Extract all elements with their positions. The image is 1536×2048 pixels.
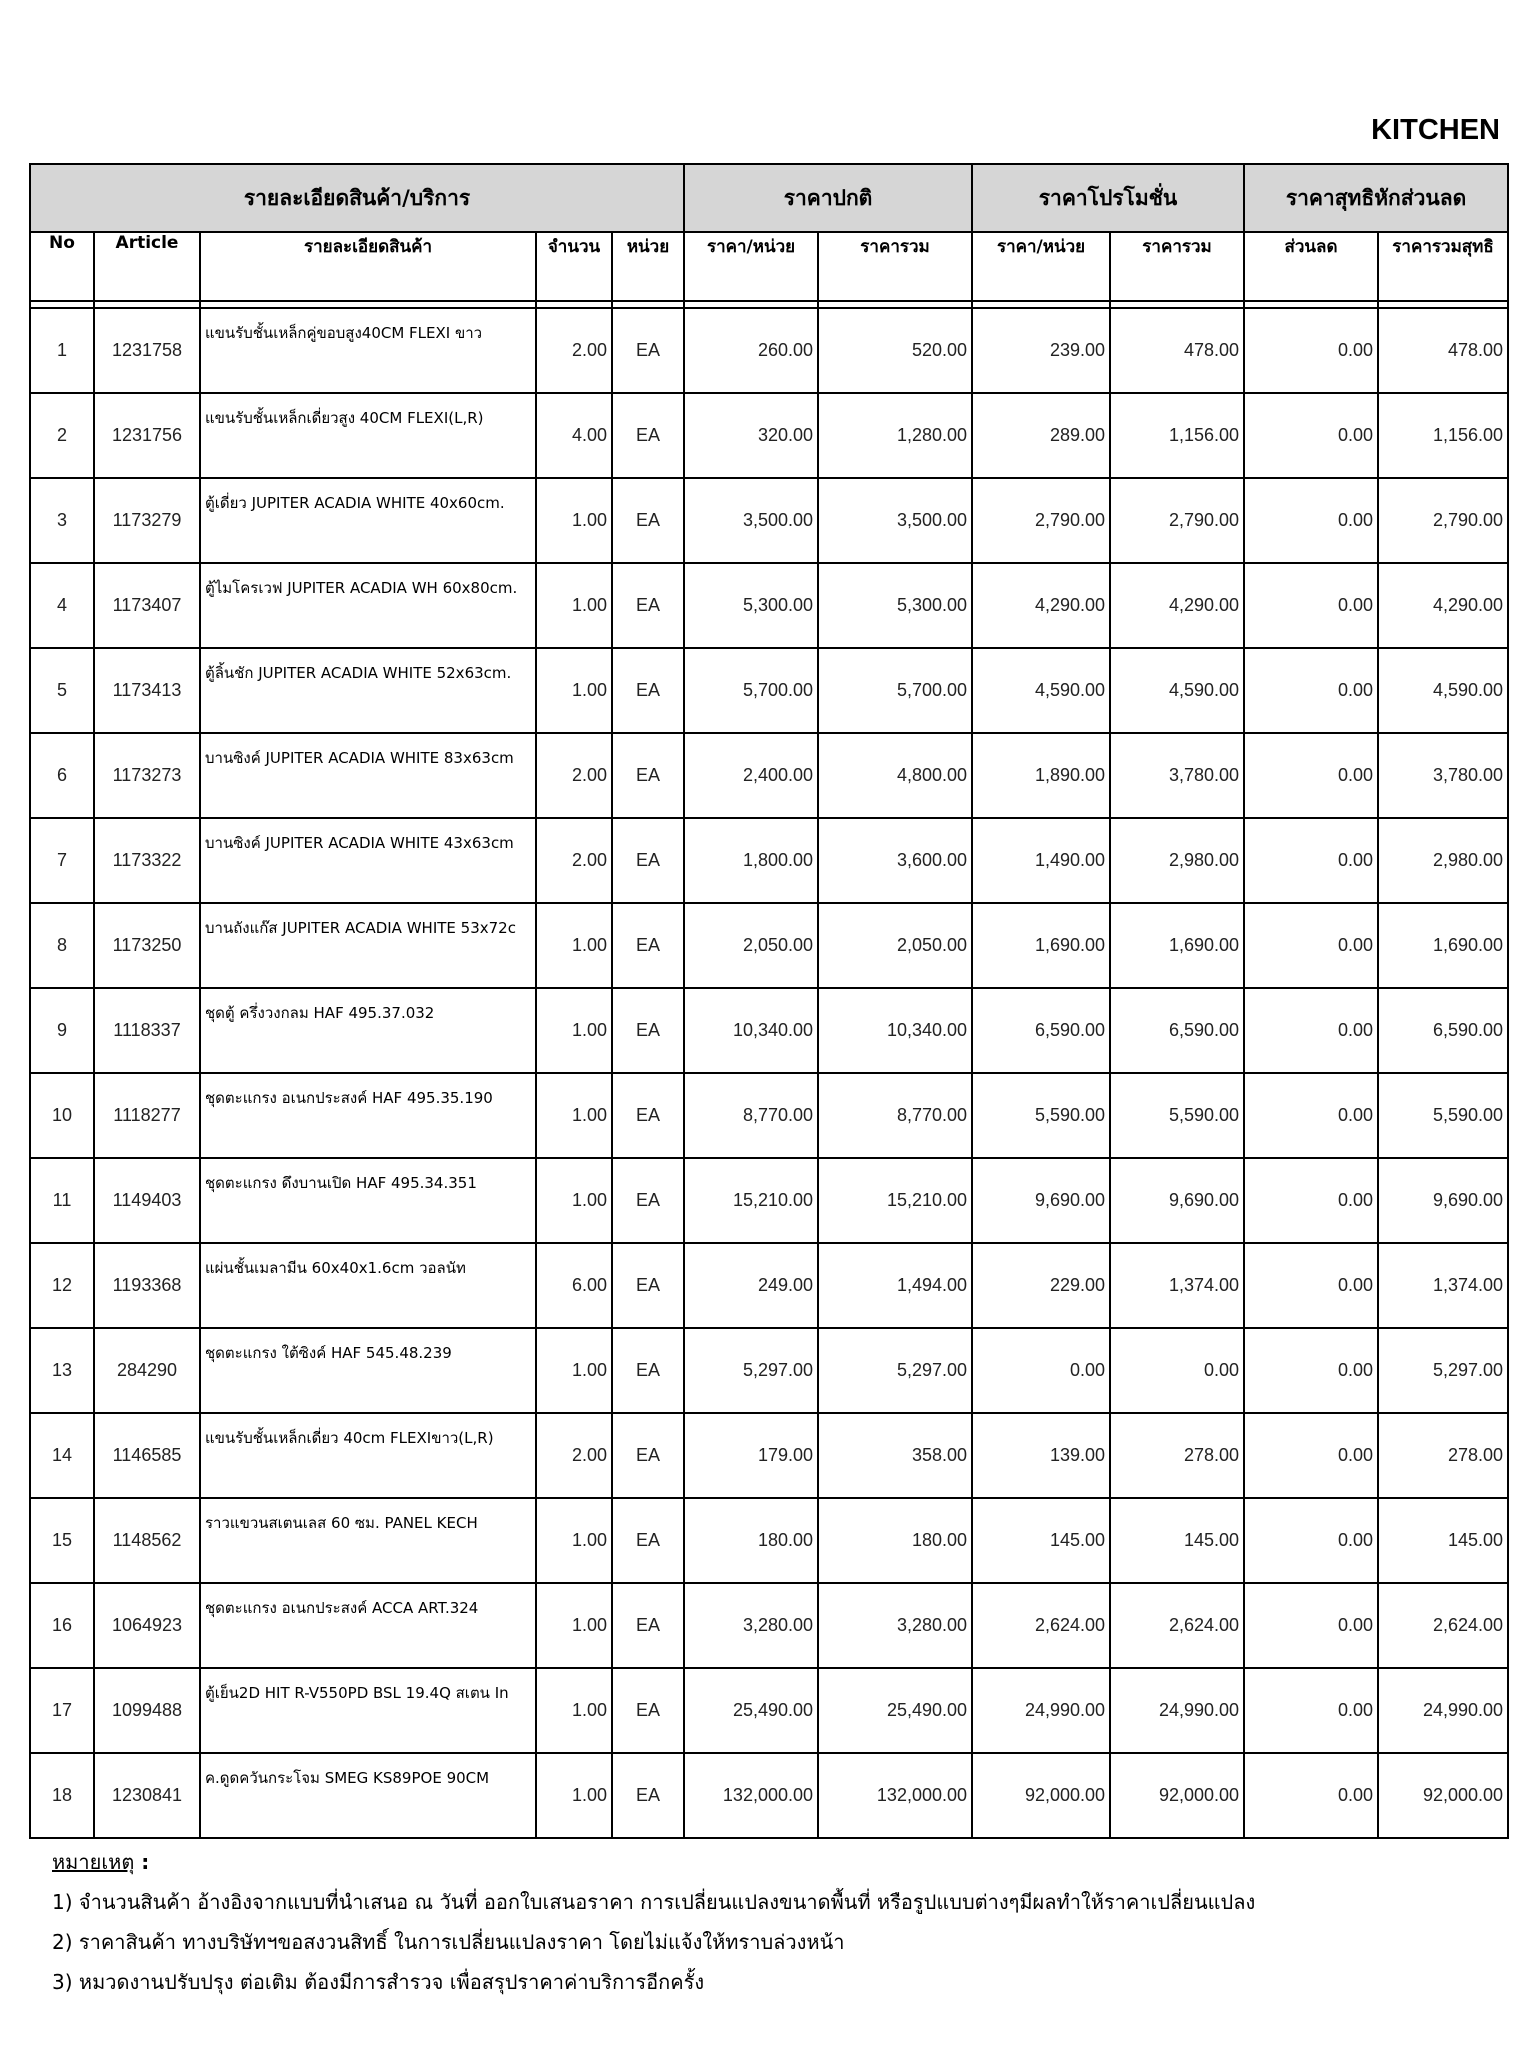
cell-article: 1173322 [94, 818, 200, 903]
cell-discount: 0.00 [1244, 733, 1378, 818]
header-spacer-row [30, 301, 1508, 308]
cell-discount: 0.00 [1244, 988, 1378, 1073]
cell-regular-total: 8,770.00 [818, 1073, 972, 1158]
cell-net-total: 2,980.00 [1378, 818, 1508, 903]
cell-regular-unit-price: 249.00 [684, 1243, 818, 1328]
cell-quantity: 1.00 [536, 648, 612, 733]
cell-promo-unit-price: 145.00 [972, 1498, 1110, 1583]
cell-regular-unit-price: 1,800.00 [684, 818, 818, 903]
cell-no: 14 [30, 1413, 94, 1498]
group-header-row [30, 164, 1508, 232]
col-header-regular-total: ราคารวม [818, 232, 972, 301]
cell-promo-unit-price: 2,624.00 [972, 1583, 1110, 1668]
cell-net-total: 24,990.00 [1378, 1668, 1508, 1753]
cell-discount: 0.00 [1244, 1583, 1378, 1668]
cell-unit: EA [612, 1243, 684, 1328]
cell-article: 1099488 [94, 1668, 200, 1753]
note-item-3: 3) หมวดงานปรับปรุง ต่อเติม ต้องมีการสำรวจ เพื่อสรุปราคาค่าบริการอีกครั้ง [52, 1970, 705, 1994]
cell-net-total: 5,590.00 [1378, 1073, 1508, 1158]
cell-description: ชุดตะแกรง อเนกประสงค์ HAF 495.35.190 [200, 1073, 536, 1158]
notes-heading-line [52, 1842, 1492, 1882]
cell-regular-unit-price: 25,490.00 [684, 1668, 818, 1753]
cell-unit: EA [612, 1498, 684, 1583]
cell-regular-unit-price: 132,000.00 [684, 1753, 818, 1838]
cell-unit: EA [612, 1753, 684, 1838]
notes-section [52, 1842, 1492, 2002]
cell-regular-total: 10,340.00 [818, 988, 972, 1073]
group-header-promotion-price: ราคาโปรโมชั่น [972, 164, 1244, 232]
cell-description: ตู้เย็น2D HIT R-V550PD BSL 19.4Q สเตน In [200, 1668, 536, 1753]
table-row [30, 308, 1508, 393]
page-title: KITCHEN [1371, 114, 1500, 146]
cell-net-total: 278.00 [1378, 1413, 1508, 1498]
cell-net-total: 478.00 [1378, 308, 1508, 393]
table-row [30, 1158, 1508, 1243]
cell-article: 1173407 [94, 563, 200, 648]
cell-regular-total: 5,700.00 [818, 648, 972, 733]
cell-promo-total: 4,590.00 [1110, 648, 1244, 733]
cell-net-total: 2,624.00 [1378, 1583, 1508, 1668]
cell-article: 284290 [94, 1328, 200, 1413]
cell-quantity: 2.00 [536, 818, 612, 903]
table-row [30, 1328, 1508, 1413]
cell-promo-unit-price: 2,790.00 [972, 478, 1110, 563]
cell-net-total: 5,297.00 [1378, 1328, 1508, 1413]
cell-discount: 0.00 [1244, 563, 1378, 648]
col-header-unit: หน่วย [612, 232, 684, 301]
cell-quantity: 1.00 [536, 563, 612, 648]
col-header-discount: ส่วนลด [1244, 232, 1378, 301]
cell-regular-unit-price: 2,400.00 [684, 733, 818, 818]
cell-article: 1148562 [94, 1498, 200, 1583]
cell-description: ชุดตะแกรง ใต้ซิงค์ HAF 545.48.239 [200, 1328, 536, 1413]
cell-promo-unit-price: 24,990.00 [972, 1668, 1110, 1753]
cell-unit: EA [612, 1668, 684, 1753]
cell-net-total: 9,690.00 [1378, 1158, 1508, 1243]
table-row [30, 818, 1508, 903]
cell-article: 1146585 [94, 1413, 200, 1498]
cell-description: บานซิงค์ JUPITER ACADIA WHITE 43x63cm [200, 818, 536, 903]
cell-unit: EA [612, 563, 684, 648]
table-row [30, 1243, 1508, 1328]
cell-no: 6 [30, 733, 94, 818]
cell-net-total: 2,790.00 [1378, 478, 1508, 563]
cell-unit: EA [612, 393, 684, 478]
cell-promo-unit-price: 1,690.00 [972, 903, 1110, 988]
cell-quantity: 1.00 [536, 1158, 612, 1243]
cell-regular-unit-price: 5,297.00 [684, 1328, 818, 1413]
cell-unit: EA [612, 1073, 684, 1158]
cell-net-total: 1,374.00 [1378, 1243, 1508, 1328]
cell-net-total: 1,690.00 [1378, 903, 1508, 988]
col-header-promo-unit-price: ราคา/หน่วย [972, 232, 1110, 301]
col-header-net-total: ราคารวมสุทธิ [1378, 232, 1508, 301]
cell-quantity: 1.00 [536, 1668, 612, 1753]
cell-regular-total: 358.00 [818, 1413, 972, 1498]
cell-regular-unit-price: 10,340.00 [684, 988, 818, 1073]
cell-quantity: 2.00 [536, 1413, 612, 1498]
cell-no: 3 [30, 478, 94, 563]
cell-description: แขนรับชั้นเหล็กคู่ขอบสูง40CM FLEXI ขาว [200, 308, 536, 393]
cell-unit: EA [612, 308, 684, 393]
cell-article: 1231758 [94, 308, 200, 393]
cell-promo-unit-price: 239.00 [972, 308, 1110, 393]
cell-net-total: 4,290.00 [1378, 563, 1508, 648]
cell-no: 12 [30, 1243, 94, 1328]
cell-discount: 0.00 [1244, 1413, 1378, 1498]
cell-unit: EA [612, 903, 684, 988]
cell-no: 17 [30, 1668, 94, 1753]
cell-article: 1193368 [94, 1243, 200, 1328]
table-row [30, 1073, 1508, 1158]
cell-net-total: 6,590.00 [1378, 988, 1508, 1073]
cell-regular-total: 5,300.00 [818, 563, 972, 648]
cell-description: ตู้ไมโครเวฟ JUPITER ACADIA WH 60x80cm. [200, 563, 536, 648]
table-body [30, 308, 1508, 1838]
cell-regular-total: 520.00 [818, 308, 972, 393]
cell-article: 1231756 [94, 393, 200, 478]
cell-article: 1173279 [94, 478, 200, 563]
table-row [30, 1583, 1508, 1668]
cell-no: 16 [30, 1583, 94, 1668]
cell-article: 1173250 [94, 903, 200, 988]
cell-quantity: 1.00 [536, 478, 612, 563]
table-row [30, 1668, 1508, 1753]
cell-description: บานซิงค์ JUPITER ACADIA WHITE 83x63cm [200, 733, 536, 818]
cell-discount: 0.00 [1244, 393, 1378, 478]
group-header-regular-price: ราคาปกติ [684, 164, 972, 232]
notes-heading: หมายเหตุ [52, 1850, 135, 1874]
cell-regular-unit-price: 15,210.00 [684, 1158, 818, 1243]
cell-regular-unit-price: 5,700.00 [684, 648, 818, 733]
cell-net-total: 3,780.00 [1378, 733, 1508, 818]
notes-heading-colon: : [134, 1850, 150, 1874]
cell-promo-unit-price: 229.00 [972, 1243, 1110, 1328]
cell-unit: EA [612, 733, 684, 818]
cell-promo-total: 6,590.00 [1110, 988, 1244, 1073]
cell-description: แขนรับชั้นเหล็กเดี่ยวสูง 40CM FLEXI(L,R) [200, 393, 536, 478]
table-row [30, 903, 1508, 988]
note-item-2: 2) ราคาสินค้า ทางบริษัทฯขอสงวนสิทธิ์ ในการเปลี่ยนแปลงราคา โดยไม่แจ้งให้ทราบล่วงหน้า [52, 1930, 845, 1954]
cell-article: 1230841 [94, 1753, 200, 1838]
cell-promo-total: 1,374.00 [1110, 1243, 1244, 1328]
col-header-article: Article [94, 232, 200, 301]
cell-unit: EA [612, 1413, 684, 1498]
cell-discount: 0.00 [1244, 903, 1378, 988]
column-header-row [30, 232, 1508, 301]
cell-regular-total: 1,280.00 [818, 393, 972, 478]
cell-description: ชุดตู้ ครึ่งวงกลม HAF 495.37.032 [200, 988, 536, 1073]
cell-regular-unit-price: 179.00 [684, 1413, 818, 1498]
cell-promo-total: 5,590.00 [1110, 1073, 1244, 1158]
cell-regular-unit-price: 180.00 [684, 1498, 818, 1583]
cell-no: 8 [30, 903, 94, 988]
table-row [30, 648, 1508, 733]
col-header-regular-unit-price: ราคา/หน่วย [684, 232, 818, 301]
cell-promo-unit-price: 1,490.00 [972, 818, 1110, 903]
cell-description: ราวแขวนสเตนเลส 60 ซม. PANEL KECH [200, 1498, 536, 1583]
cell-description: แขนรับชั้นเหล็กเดี่ยว 40cm FLEXIขาว(L,R) [200, 1413, 536, 1498]
cell-quantity: 1.00 [536, 1073, 612, 1158]
cell-no: 2 [30, 393, 94, 478]
cell-unit: EA [612, 1583, 684, 1668]
cell-regular-total: 180.00 [818, 1498, 972, 1583]
cell-regular-unit-price: 320.00 [684, 393, 818, 478]
cell-promo-total: 478.00 [1110, 308, 1244, 393]
cell-promo-unit-price: 6,590.00 [972, 988, 1110, 1073]
cell-no: 10 [30, 1073, 94, 1158]
cell-net-total: 145.00 [1378, 1498, 1508, 1583]
cell-unit: EA [612, 988, 684, 1073]
cell-no: 1 [30, 308, 94, 393]
cell-promo-total: 1,690.00 [1110, 903, 1244, 988]
cell-regular-total: 132,000.00 [818, 1753, 972, 1838]
cell-discount: 0.00 [1244, 308, 1378, 393]
table-row [30, 478, 1508, 563]
cell-promo-total: 2,624.00 [1110, 1583, 1244, 1668]
cell-no: 15 [30, 1498, 94, 1583]
cell-description: ชุดตะแกรง อเนกประสงค์ ACCA ART.324 [200, 1583, 536, 1668]
cell-description: ตู้เดี่ยว JUPITER ACADIA WHITE 40x60cm. [200, 478, 536, 563]
cell-quantity: 1.00 [536, 1328, 612, 1413]
cell-promo-total: 9,690.00 [1110, 1158, 1244, 1243]
cell-discount: 0.00 [1244, 1243, 1378, 1328]
cell-regular-total: 5,297.00 [818, 1328, 972, 1413]
cell-article: 1118337 [94, 988, 200, 1073]
cell-description: ชุดตะแกรง ดึงบานเปิด HAF 495.34.351 [200, 1158, 536, 1243]
cell-article: 1064923 [94, 1583, 200, 1668]
cell-article: 1173413 [94, 648, 200, 733]
cell-no: 13 [30, 1328, 94, 1413]
col-header-promo-total: ราคารวม [1110, 232, 1244, 301]
cell-quantity: 2.00 [536, 733, 612, 818]
cell-net-total: 1,156.00 [1378, 393, 1508, 478]
cell-discount: 0.00 [1244, 1158, 1378, 1243]
cell-description: ค.ดูดควันกระโจม SMEG KS89POE 90CM [200, 1753, 536, 1838]
cell-regular-unit-price: 2,050.00 [684, 903, 818, 988]
cell-quantity: 1.00 [536, 1498, 612, 1583]
group-header-net-price: ราคาสุทธิหักส่วนลด [1244, 164, 1508, 232]
cell-quantity: 1.00 [536, 903, 612, 988]
cell-discount: 0.00 [1244, 818, 1378, 903]
cell-promo-unit-price: 289.00 [972, 393, 1110, 478]
group-header-product: รายละเอียดสินค้า/บริการ [30, 164, 684, 232]
cell-no: 9 [30, 988, 94, 1073]
cell-promo-total: 92,000.00 [1110, 1753, 1244, 1838]
cell-unit: EA [612, 1328, 684, 1413]
cell-no: 5 [30, 648, 94, 733]
cell-article: 1173273 [94, 733, 200, 818]
cell-promo-unit-price: 4,590.00 [972, 648, 1110, 733]
cell-no: 7 [30, 818, 94, 903]
table-row [30, 1498, 1508, 1583]
cell-quantity: 1.00 [536, 988, 612, 1073]
cell-quantity: 4.00 [536, 393, 612, 478]
cell-regular-total: 25,490.00 [818, 1668, 972, 1753]
cell-promo-unit-price: 1,890.00 [972, 733, 1110, 818]
table-row [30, 1413, 1508, 1498]
cell-discount: 0.00 [1244, 648, 1378, 733]
table-row [30, 1753, 1508, 1838]
col-header-quantity: จำนวน [536, 232, 612, 301]
cell-promo-unit-price: 92,000.00 [972, 1753, 1110, 1838]
cell-quantity: 6.00 [536, 1243, 612, 1328]
note-item-1: 1) จำนวนสินค้า อ้างอิงจากแบบที่นำเสนอ ณ วันที่ ออกใบเสนอราคา การเปลี่ยนแปลงขนาดพื้นที่ หรือรูปแบบต่างๆมีผลทำให้ราคาเปลี่ยนแปลง [52, 1890, 1256, 1914]
cell-discount: 0.00 [1244, 478, 1378, 563]
cell-promo-total: 3,780.00 [1110, 733, 1244, 818]
cell-regular-total: 1,494.00 [818, 1243, 972, 1328]
cell-promo-unit-price: 9,690.00 [972, 1158, 1110, 1243]
cell-description: บานถังแก๊ส JUPITER ACADIA WHITE 53x72c [200, 903, 536, 988]
cell-regular-unit-price: 8,770.00 [684, 1073, 818, 1158]
cell-regular-unit-price: 5,300.00 [684, 563, 818, 648]
cell-discount: 0.00 [1244, 1668, 1378, 1753]
cell-no: 4 [30, 563, 94, 648]
cell-description: ตู้ลิ้นชัก JUPITER ACADIA WHITE 52x63cm. [200, 648, 536, 733]
cell-promo-unit-price: 5,590.00 [972, 1073, 1110, 1158]
cell-promo-total: 24,990.00 [1110, 1668, 1244, 1753]
cell-regular-total: 4,800.00 [818, 733, 972, 818]
cell-net-total: 4,590.00 [1378, 648, 1508, 733]
cell-promo-total: 145.00 [1110, 1498, 1244, 1583]
cell-unit: EA [612, 478, 684, 563]
cell-discount: 0.00 [1244, 1328, 1378, 1413]
cell-discount: 0.00 [1244, 1753, 1378, 1838]
cell-promo-total: 1,156.00 [1110, 393, 1244, 478]
table-row [30, 733, 1508, 818]
cell-unit: EA [612, 818, 684, 903]
cell-regular-unit-price: 3,500.00 [684, 478, 818, 563]
cell-regular-total: 3,600.00 [818, 818, 972, 903]
cell-promo-unit-price: 0.00 [972, 1328, 1110, 1413]
cell-regular-total: 3,500.00 [818, 478, 972, 563]
cell-discount: 0.00 [1244, 1073, 1378, 1158]
cell-regular-unit-price: 260.00 [684, 308, 818, 393]
cell-regular-total: 15,210.00 [818, 1158, 972, 1243]
cell-promo-unit-price: 4,290.00 [972, 563, 1110, 648]
cell-description: แผ่นชั้นเมลามีน 60x40x1.6cm วอลนัท [200, 1243, 536, 1328]
cell-article: 1149403 [94, 1158, 200, 1243]
cell-no: 11 [30, 1158, 94, 1243]
cell-promo-total: 2,980.00 [1110, 818, 1244, 903]
table-row [30, 988, 1508, 1073]
cell-discount: 0.00 [1244, 1498, 1378, 1583]
col-header-no: No [30, 232, 94, 301]
cell-promo-total: 2,790.00 [1110, 478, 1244, 563]
cell-promo-total: 4,290.00 [1110, 563, 1244, 648]
cell-quantity: 1.00 [536, 1753, 612, 1838]
cell-unit: EA [612, 648, 684, 733]
cell-regular-unit-price: 3,280.00 [684, 1583, 818, 1668]
cell-unit: EA [612, 1158, 684, 1243]
cell-net-total: 92,000.00 [1378, 1753, 1508, 1838]
cell-quantity: 1.00 [536, 1583, 612, 1668]
cell-quantity: 2.00 [536, 308, 612, 393]
table-row [30, 563, 1508, 648]
quotation-table [29, 163, 1509, 1839]
table-row [30, 393, 1508, 478]
cell-no: 18 [30, 1753, 94, 1838]
cell-promo-unit-price: 139.00 [972, 1413, 1110, 1498]
col-header-description: รายละเอียดสินค้า [200, 232, 536, 301]
cell-regular-total: 3,280.00 [818, 1583, 972, 1668]
cell-promo-total: 0.00 [1110, 1328, 1244, 1413]
cell-article: 1118277 [94, 1073, 200, 1158]
cell-promo-total: 278.00 [1110, 1413, 1244, 1498]
cell-regular-total: 2,050.00 [818, 903, 972, 988]
